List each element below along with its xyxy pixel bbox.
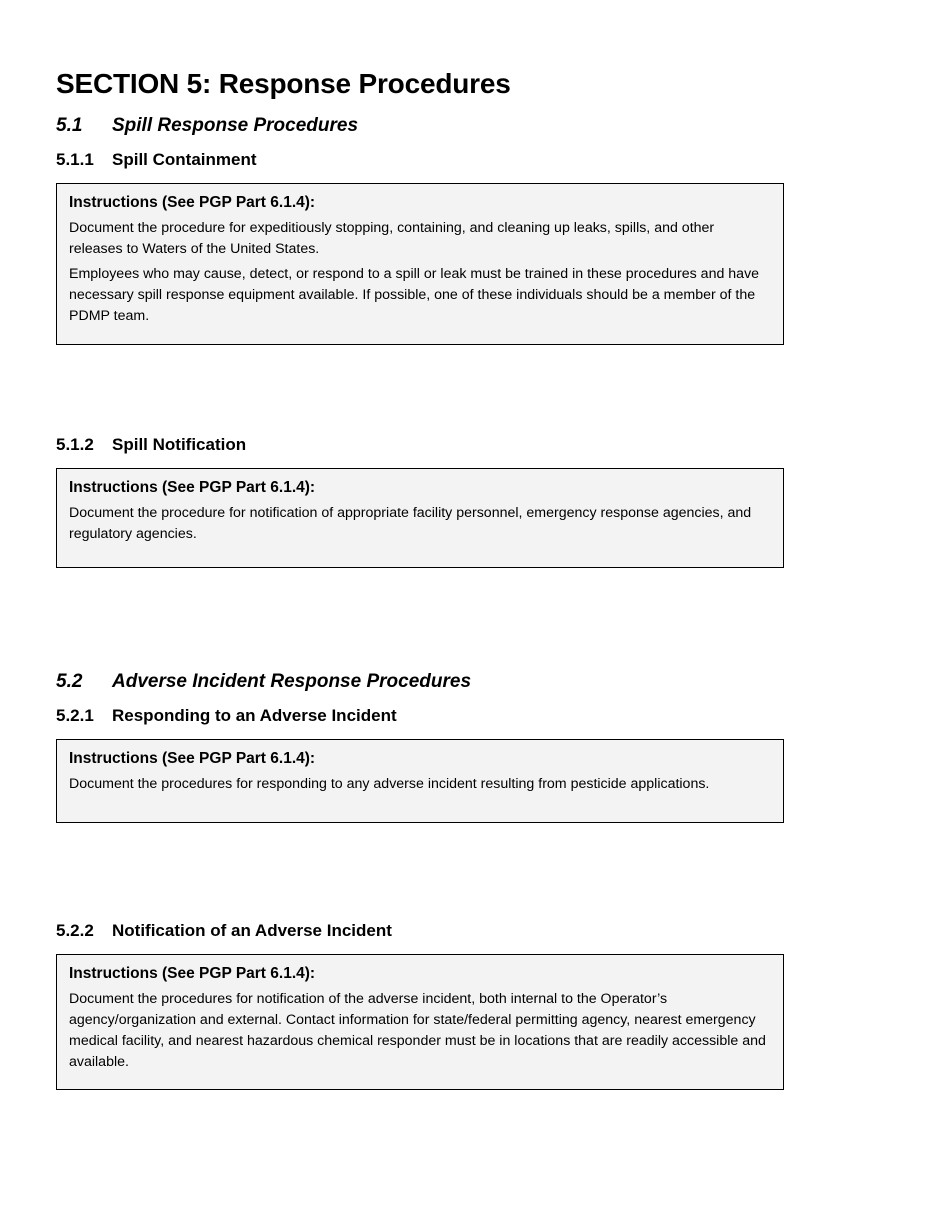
- heading-text: Spill Notification: [112, 435, 247, 454]
- heading-number: 5.1.1: [56, 150, 94, 169]
- heading-text: Responding to an Adverse Incident: [112, 706, 397, 725]
- heading-5-2-2: [56, 919, 392, 943]
- instructions-title: Instructions (See PGP Part 6.1.4):: [69, 194, 316, 211]
- heading-text: Notification of an Adverse Incident: [112, 921, 392, 940]
- heading-text: Adverse Incident Response Procedures: [112, 671, 472, 692]
- instructions-box-5-2-1: [56, 739, 784, 823]
- instructions-paragraph: Document the procedure for expeditiously stopping, containing, and cleaning up leaks, spills, and other releases to Waters of the United States.: [69, 220, 715, 257]
- instructions-paragraph: Document the procedures for responding to any adverse incident resulting from pesticide applications.: [69, 776, 710, 792]
- heading-number: 5.2.1: [56, 706, 94, 725]
- section-title: SECTION 5: Response Procedures: [56, 68, 511, 99]
- instructions-box-5-1-2: [56, 468, 784, 568]
- instructions-box-5-1-1: [56, 183, 784, 345]
- instructions-title: Instructions (See PGP Part 6.1.4):: [69, 479, 316, 496]
- heading-number: 5.1.2: [56, 435, 94, 454]
- heading-5-1: [56, 113, 358, 139]
- heading-5-1-2: [56, 433, 246, 457]
- instructions-paragraph: Document the procedure for notification of appropriate facility personnel, emergency response agencies, and regulatory agencies.: [69, 505, 752, 542]
- heading-text: Spill Response Procedures: [112, 115, 359, 136]
- heading-number: 5.2.2: [56, 921, 94, 940]
- heading-5-1-1: [56, 148, 257, 172]
- instructions-box-5-2-2: [56, 954, 784, 1090]
- instructions-paragraph: Document the procedures for notification of the adverse incident, both internal to the Operator’s agency/organization and external. Contact information for state/federal permitting agency, nearest emergency medical facility, and nearest hazardous chemical responder must be in locations that are readily accessible and available.: [69, 991, 766, 1070]
- heading-number: 5.1: [56, 115, 83, 136]
- instructions-title: Instructions (See PGP Part 6.1.4):: [69, 750, 316, 767]
- heading-5-2: [56, 669, 471, 695]
- heading-number: 5.2: [56, 671, 83, 692]
- heading-text: Spill Containment: [112, 150, 257, 169]
- instructions-paragraph: Employees who may cause, detect, or respond to a spill or leak must be trained in these procedures and have necessary spill response equipment available. If possible, one of these individuals should be a member of the PDMP team.: [69, 266, 760, 324]
- heading-5-2-1: [56, 704, 397, 728]
- instructions-title: Instructions (See PGP Part 6.1.4):: [69, 965, 316, 982]
